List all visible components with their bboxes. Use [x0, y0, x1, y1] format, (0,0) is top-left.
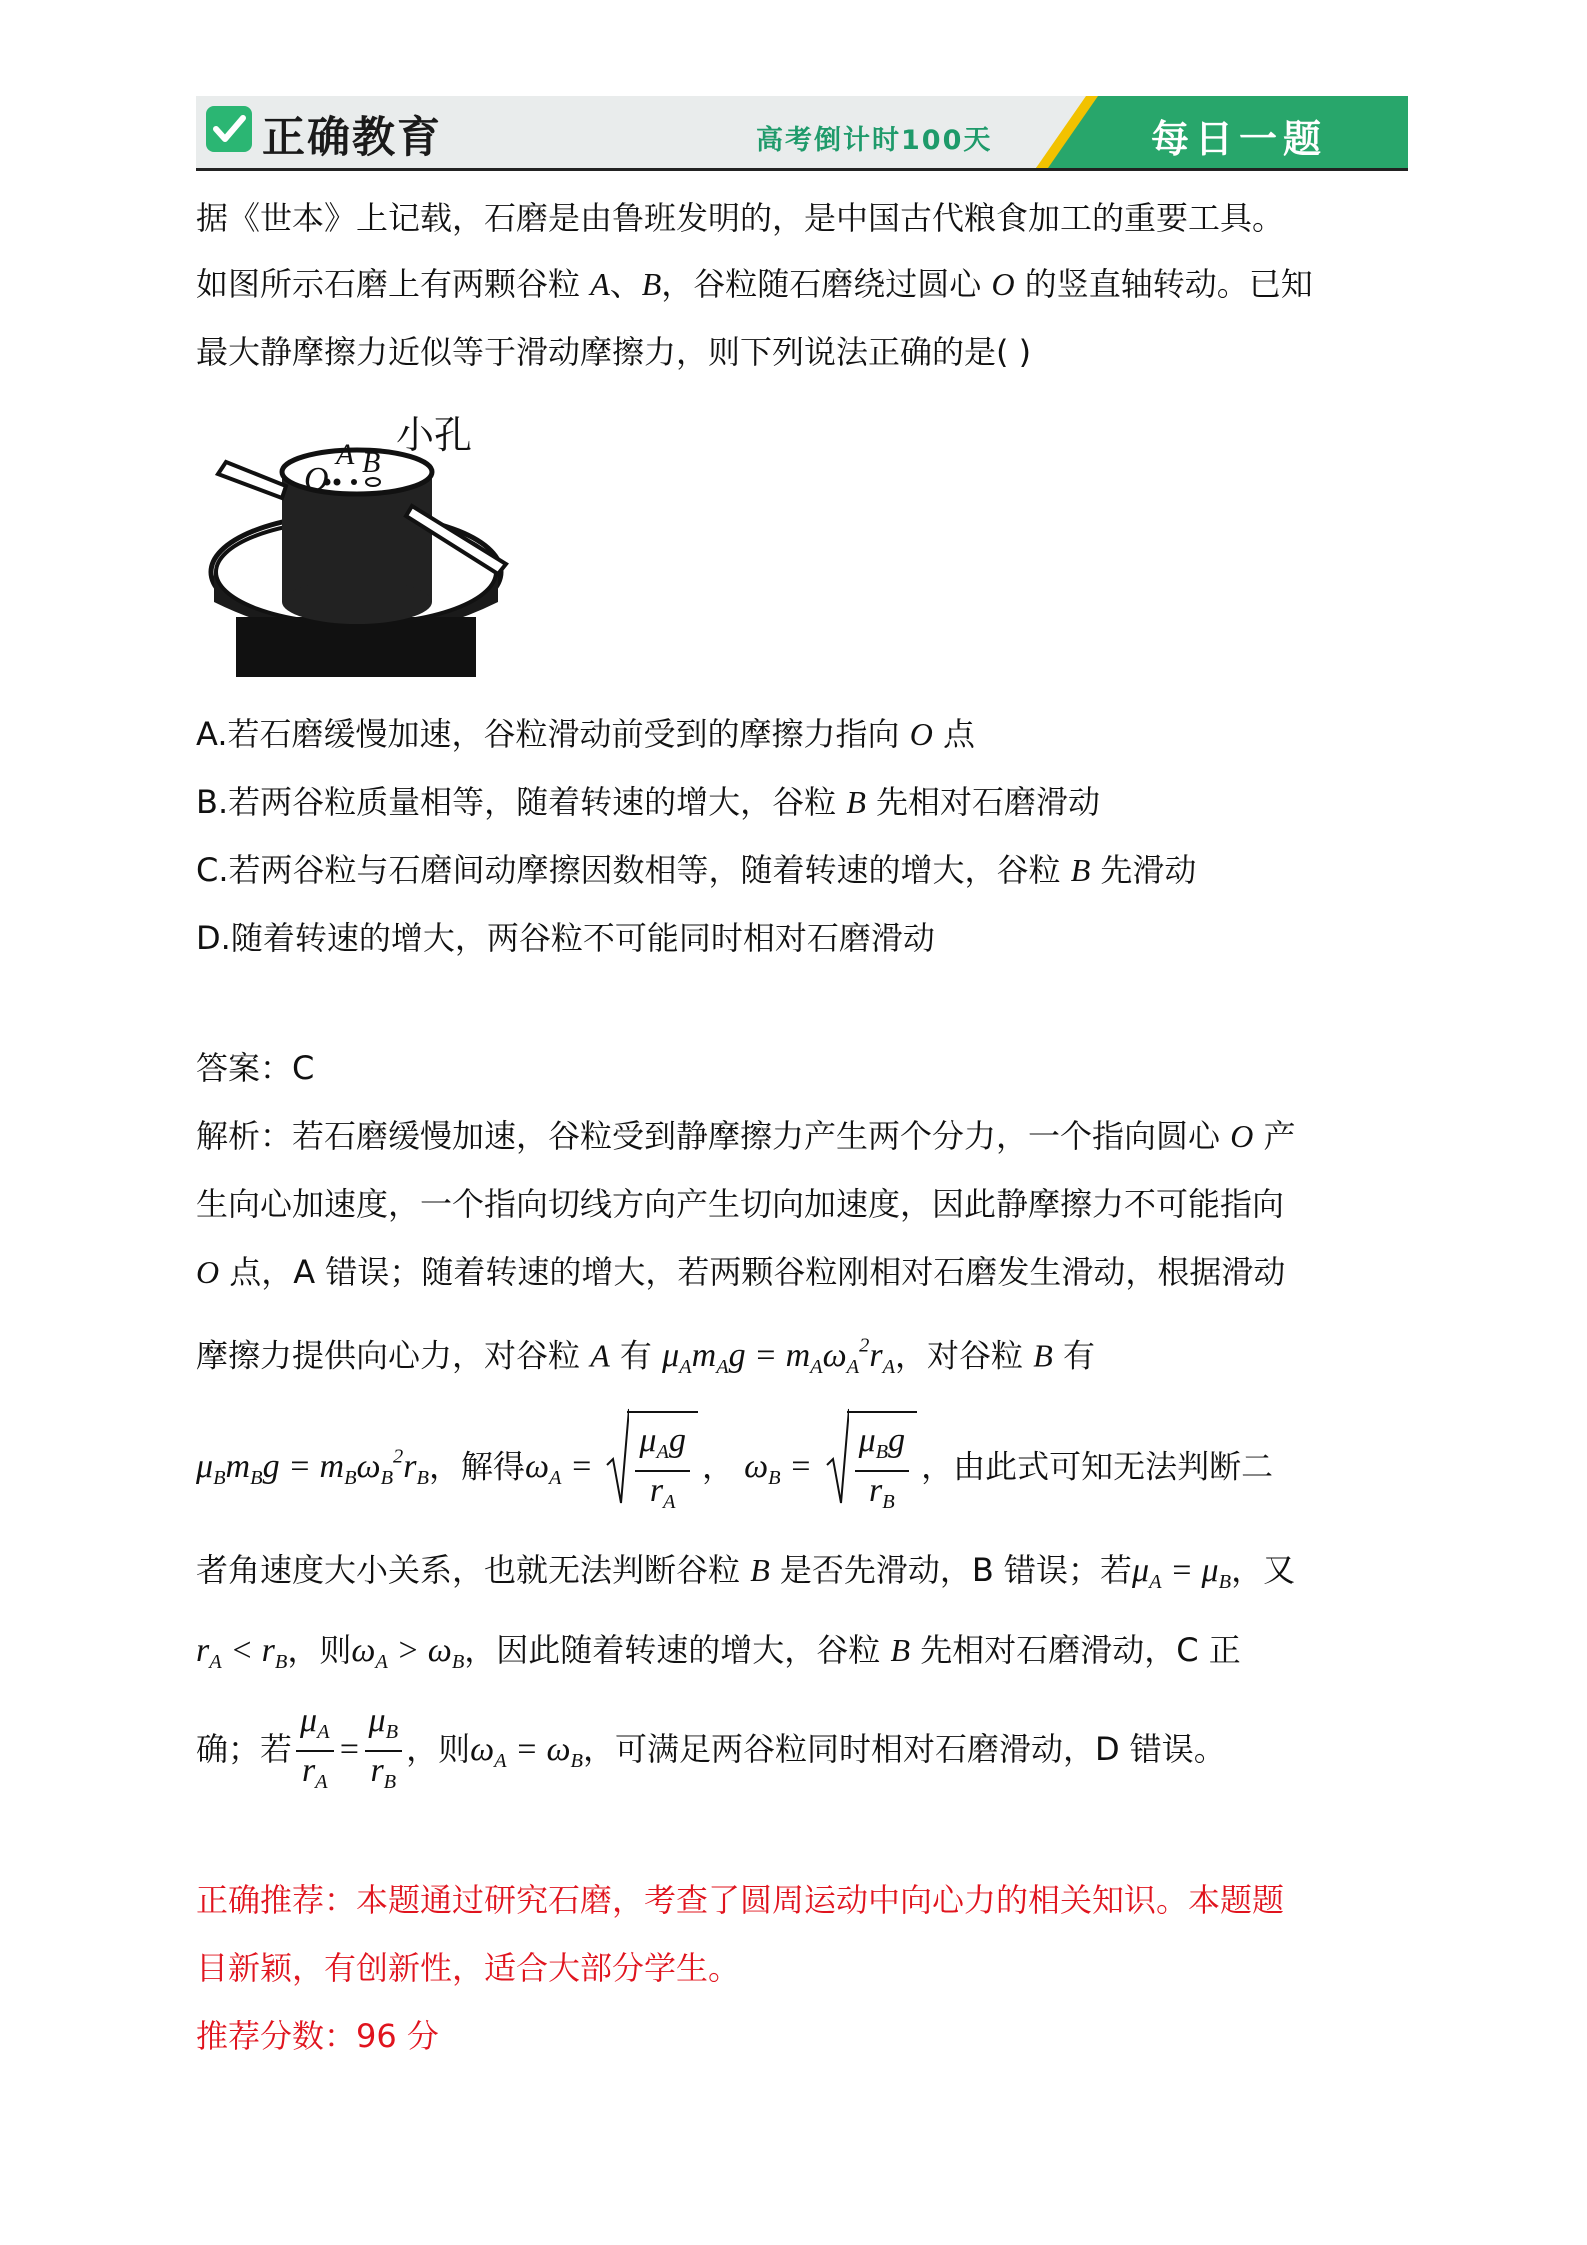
countdown-text: 高考倒计时100天: [756, 125, 993, 156]
analysis-line-1: 解析：若石磨缓慢加速，谷粒受到静摩擦力产生两个分力，一个指向圆心 O 产: [196, 1117, 1296, 1155]
recommend-score: 推荐分数：96 分: [196, 2017, 439, 2055]
equation-a: $\mu_Am_Ag = m_A\omega_A^2r_A$: [662, 1335, 896, 1379]
question-line-1: 据《世本》上记载，石磨是由鲁班发明的，是中国古代粮食加工的重要工具。: [196, 199, 1285, 237]
option-c: C.若两谷粒与石磨间动摩擦因数相等，随着转速的增大，谷粒 B 先滑动: [196, 851, 1197, 889]
analysis-line-2: 生向心加速度，一个指向切线方向产生切向加速度，因此静摩擦力不可能指向: [196, 1185, 1285, 1223]
analysis-line-7: $r_A < r_B$，则$\omega_A > \omega_B$，因此随着转速的增大，谷粒 B 先相对石磨滑动，C 正: [196, 1631, 1241, 1674]
analysis-line-8: 确；若 $\frac{\mu_A}{r_A}$ = $\frac{\mu_B}{r_B}$ ，则$\omega_A = \omega_B$，可满足两谷粒同时相对石磨滑动，D 错误。: [196, 1702, 1226, 1794]
label-b: B: [362, 446, 381, 479]
label-small-hole: 小孔: [396, 413, 473, 457]
option-b: B.若两谷粒质量相等，随着转速的增大，谷粒 B 先相对石磨滑动: [196, 783, 1101, 821]
analysis-line-5: $\mu_Bm_Bg = m_B\omega_B^2r_B$，解得$\omega_A$ = $\frac{\mu_Ag}{r_A}$ ， $\omega_B$ = $\frac{\mu_Bg}{r_B}$ ，由此式可知无法判断二: [196, 1402, 1273, 1512]
sqrt-omega-b: $\frac{\mu_Bg}{r_B}$: [825, 1411, 918, 1525]
checkmark-logo-icon: [206, 106, 252, 152]
option-a: A.若石磨缓慢加速，谷粒滑动前受到的摩擦力指向 O 点: [196, 715, 975, 753]
daily-question-label: 每日一题: [1151, 117, 1328, 161]
question-line-3: 最大静摩擦力近似等于滑动摩擦力，则下列说法正确的是( ): [196, 333, 1032, 371]
option-d: D.随着转速的增大，两谷粒不可能同时相对石磨滑动: [196, 919, 935, 957]
equation-b: $\mu_Bm_Bg = m_B\omega_B^2r_B$: [196, 1446, 429, 1490]
analysis-line-6: 者角速度大小关系，也就无法判断谷粒 B 是否先滑动，B 错误；若$\mu_A = \mu_B$，又: [196, 1551, 1296, 1594]
analysis-line-3: O 点，A 错误；随着转速的增大，若两颗谷粒刚相对石磨发生滑动，根据滑动: [196, 1253, 1286, 1291]
label-a: A: [336, 438, 355, 471]
header-divider: [196, 168, 1408, 171]
sqrt-omega-a: $\frac{\mu_Ag}{r_A}$: [605, 1411, 698, 1525]
recommend-line-2: 目新颖，有创新性，适合大部分学生。: [196, 1949, 741, 1987]
recommend-line-1: 正确推荐：本题通过研究石磨，考查了圆周运动中向心力的相关知识。本题题: [196, 1881, 1285, 1919]
analysis-line-4: 摩擦力提供向心力，对谷粒 A 有 $\mu_Am_Ag = m_A\omega_A^2r_A$，对谷粒 B 有: [196, 1335, 1095, 1379]
brand-name: 正确教育: [262, 113, 442, 163]
page-header: [196, 96, 1408, 170]
answer: 答案：C: [196, 1049, 315, 1087]
millstone-figure: [206, 412, 526, 680]
question-line-2: 如图所示石磨上有两颗谷粒 A、B，谷粒随石磨绕过圆心 O 的竖直轴转动。已知: [196, 265, 1313, 303]
label-o: O: [304, 461, 329, 498]
